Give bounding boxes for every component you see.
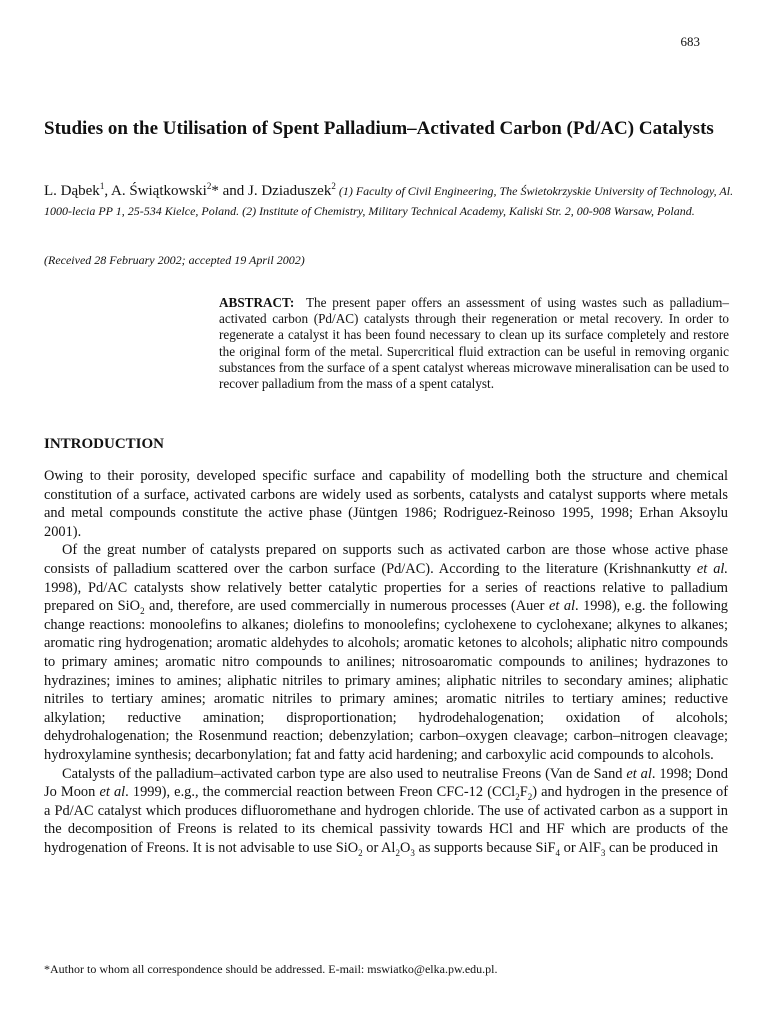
subscript: 3: [600, 847, 606, 858]
et-al: et al.: [696, 560, 728, 577]
author-conjunction: and: [218, 183, 249, 199]
author-separator: ,: [104, 183, 111, 199]
affiliation-marker: 2: [206, 181, 212, 191]
text-run: Of the great number of catalysts prepared on supports such as activated carbon are those whose active phase consists of palladium scattered over the carbon surface (Pd/AC). According to the literature (Krishnankutty: [44, 542, 728, 577]
text-run: can be produced in: [605, 839, 719, 856]
body-text: [44, 467, 728, 857]
text-run: 1998), Pd/AC catalysts show relatively better catalytic properties for a series of reactions relative to palladium prepared on SiO: [44, 579, 728, 615]
author-name: A. Świątkowski: [111, 183, 207, 199]
text-run: Catalysts of the palladium–activated carbon type are also used to neutralise Freons (Van de Sand: [62, 765, 627, 782]
text-run: O: [399, 839, 411, 856]
subscript: 2: [395, 847, 400, 858]
abstract-text: The present paper offers an assessment of using wastes such as palladium–activated carbon (Pd/AC) catalysts through their regeneration or metal recovery. In order to regenerate a catalyst it has been found necessary to clean up its surface completely and restore the original form of the metal. Supercritical fluid extraction can be useful in removing organic substances from the surface of a spent catalyst whereas microwave mineralisation can be used to recover palladium from the mass of a spent catalyst.: [219, 295, 729, 392]
paragraph: Owing to their porosity, developed specific surface and capability of modelling both the structure and chemical constitution of a surface, activated carbons are widely used as sorbents, catalysts and catalyst supports where metals and metal compounds constitute the active phase (Jüntgen 1986; Rodriguez-Reinoso 1995, 1998; Erhan Aksoylu 2001).: [44, 468, 728, 540]
et-al: et al: [548, 598, 576, 615]
text-run: and, therefore, are used commercially in numerous processes (Auer: [144, 598, 549, 615]
text-run: . 1998), e.g. the following change reactions: monoolefins to alkanes; diolefins to monoolefins; cyclohexene to cyclohexane; alkynes to alkanes; aromatic ring hydrogenation; aromatic aldehydes to alcohols; aromatic ketones to alcohols; aliphatic nitro compounds to primary amines; aromatic nitro compounds to anilines; nitrosoaromatic compounds to anilines; hydrazones to hydrazines; imines to amines; aliphatic nitriles to primary amines; aliphatic nitriles to secondary amines; aliphatic nitriles to tertiary amines; aromatic nitriles to primary amines; aromatic nitriles to tertiary amines; reductive alkylation; reductive amination; disproportionation; hydrodehalogenation; oxidation of alcohols; dehydrohalogenation; the Rosenmund reaction; debenzylation; carbon–oxygen cleavage; carbon–nitrogen cleavage; hydroxylamine synthesis; decarbonylation; fat and fatty acid hardening; and carboxylic acid compounds to alcohols.: [44, 598, 729, 763]
received-dates: (Received 28 February 2002; accepted 19 April 2002): [44, 253, 305, 267]
section-heading: INTRODUCTION: [44, 436, 165, 452]
page-number: 683: [680, 34, 700, 49]
text-run: as supports because SiF: [414, 839, 556, 856]
text-run: . 1999), e.g., the commercial reaction between Freon CFC-12 (CCl: [125, 784, 516, 801]
affiliation-marker: 2: [331, 181, 336, 191]
et-al: et al: [626, 765, 652, 782]
affiliation-marker: 1: [99, 181, 105, 191]
paragraph: [44, 541, 728, 764]
subscript: 2: [515, 791, 520, 802]
subscript: 2: [140, 606, 145, 617]
paragraph: [44, 765, 728, 858]
subscript: 4: [555, 847, 561, 858]
author-name: J. Dziaduszek: [248, 183, 332, 199]
subscript: 2: [527, 791, 533, 802]
abstract-label: ABSTRACT:: [219, 295, 295, 310]
subscript: 2: [358, 847, 363, 858]
et-al: et al: [99, 784, 126, 801]
paper-title: Studies on the Utilisation of Spent Palladium–Activated Carbon (Pd/AC) Catalysts: [44, 118, 714, 139]
subscript: 3: [410, 847, 415, 858]
author-name: L. Dąbek: [44, 183, 100, 199]
corresponding-author-mark: *: [211, 183, 219, 199]
abstract: [219, 295, 729, 392]
text-run: or Al: [362, 839, 396, 856]
affiliations: (1) Faculty of Civil Engineering, The Świetokrzyskie University of Technology, Al. 1000-lecia PP 1, 25-534 Kielce, Poland. (2) Institute of Chemistry, Military Technical Academy, Kaliski Str. 2, 00-908 Warsaw, Poland.: [44, 184, 734, 218]
text-run: . 1998; Dond Jo Moon: [44, 765, 728, 801]
footnote: *Author to whom all correspondence should be addressed. E-mail: mswiatko@elka.pw.edu.pl.: [44, 962, 498, 976]
text-run: F: [519, 784, 528, 801]
text-run: ) and hydrogen in the presence of a Pd/AC catalyst which produces difluoromethane and hydrogen chloride. The use of activated carbon as a support in the decomposition of Freons is related to its chemical passivity towards HCl and HF which are products of the hydrogenation of Freons. It is not advisable to use SiO: [44, 784, 728, 856]
text-run: or AlF: [560, 839, 601, 856]
author-block: [44, 181, 734, 221]
